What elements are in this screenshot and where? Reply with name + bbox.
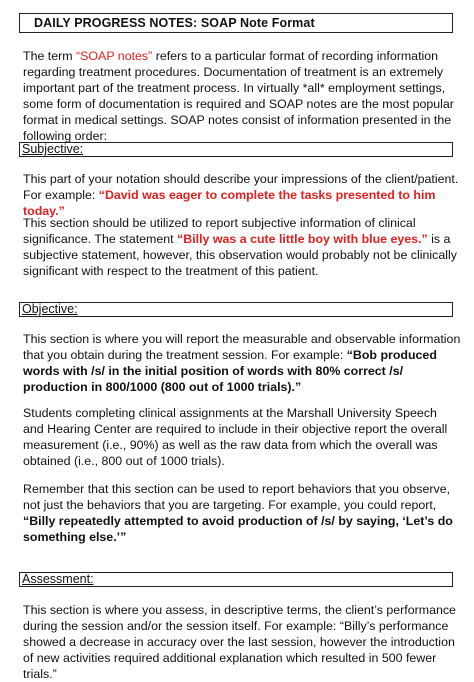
- objective-paragraph-1: [23, 331, 461, 395]
- objective-p3-example: “Billy repeatedly attempted to avoid production of /s/ by saying, ‘Let’s do something else.’”: [23, 514, 453, 545]
- soap-notes-term: “SOAP notes”: [76, 49, 153, 63]
- objective-p1-text: This section is where you will report the measurable and observable information that you obtain during the treatment session. For example:: [23, 332, 461, 363]
- assessment-paragraph-1: This section is where you assess, in descriptive terms, the client’s performance during the session and/or the session itself. For example: “Billy’s performance showed a decrease in accuracy over the last session, however the introduction of new activities required additional explanation which resulted in 500 fewer trials.”: [23, 603, 456, 682]
- subjective-p2-pre: This section should be utilized to report subjective information of clinical significance. The statement: [23, 216, 416, 247]
- subjective-p2-post: is a subjective statement, however, this observation would probably not be clinically significant with respect to the treatment of this patient.: [23, 232, 457, 279]
- objective-p1-example: “Bob produced words with /s/ in the initial position of words with 80% correct /s/ production in 800/1000 (800 out of 1000 trials).”: [23, 348, 437, 395]
- subjective-paragraph-1: [23, 171, 461, 219]
- intro-post: refers to a particular format of recording information regarding treatment procedures. Documentation of treatment is an extremely important part of the treatment process. In virtually *all* employment settings, some form of documentation is required and SOAP notes are the most popular format in medical settings. SOAP notes consist of information presented in the following order:: [23, 49, 454, 144]
- subjective-p1-text: This part of your notation should describe your impressions of the client/patient. For example:: [23, 172, 459, 203]
- objective-paragraph-3: [23, 481, 461, 545]
- subjective-p2-example: “Billy was a cute little boy with blue eyes.”: [177, 232, 428, 247]
- assessment-heading-text: Assessment:: [22, 572, 94, 586]
- section-heading-subjective: [19, 142, 453, 157]
- intro-pre: The term: [23, 49, 77, 63]
- objective-p3-text: Remember that this section can be used to report behaviors that you observe, not just the behaviors that you are targeting. For example, you could report,: [23, 482, 451, 513]
- intro-paragraph: [23, 48, 461, 145]
- subjective-heading-text: Subjective:: [22, 142, 84, 156]
- section-heading-assessment: [19, 572, 453, 587]
- section-heading-objective: [19, 302, 453, 317]
- objective-paragraph-2: Students completing clinical assignments at the Marshall University Speech and Hearing Center are required to include in their objective report the overall measurement (i.e., 90%) as well as the raw data from which the overall was obtained (i.e., 800 out of 1000 trials).: [23, 406, 448, 469]
- objective-heading-text: Objective:: [22, 302, 78, 316]
- subjective-paragraph-2: [23, 215, 461, 279]
- subjective-p1-example: “David was eager to complete the tasks presented to him today.”: [23, 188, 436, 219]
- document-title: DAILY PROGRESS NOTES: SOAP Note Format: [19, 13, 453, 33]
